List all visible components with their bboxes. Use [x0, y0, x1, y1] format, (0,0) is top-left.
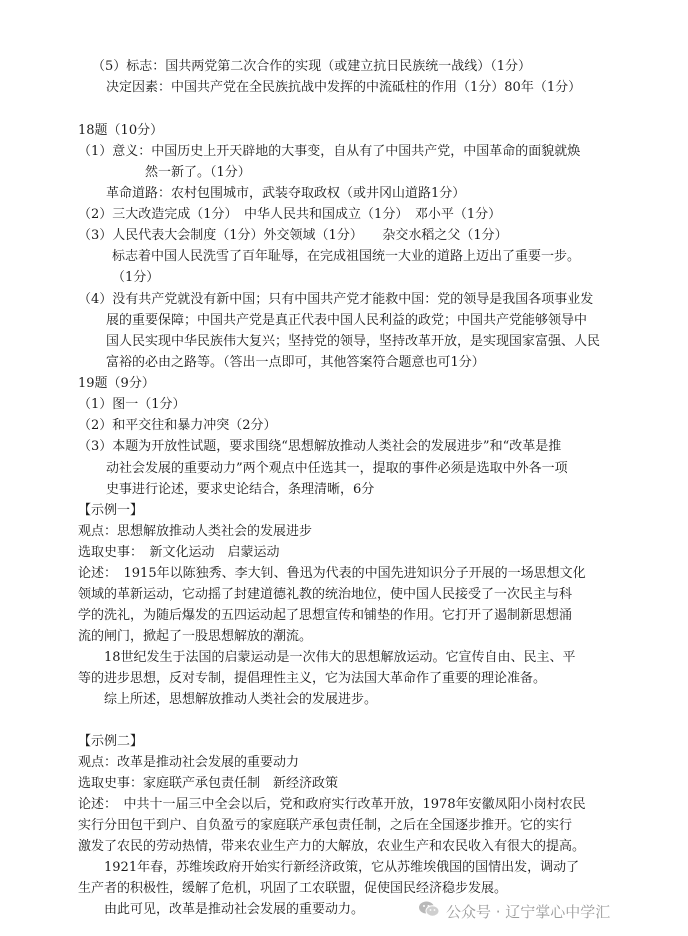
text-line: 标志着中国人民洗雪了百年耻辱，在完成祖国统一大业的道路上迈出了重要一步。 — [112, 249, 581, 264]
text-line: （2）三大改造完成（1分） 中华人民共和国成立（1分） 邓小平（1分） — [78, 207, 502, 222]
text-line: 实行分田包干到户、自负盈亏的家庭联产承包责任制，之后在全国逐步推开。它的实行 — [78, 818, 573, 833]
text-line: 论述： 中共十一届三中全会以后，党和政府实行改革开放，1978年安徽凤阳小岗村农民 — [78, 797, 586, 812]
example-heading: 【示例二】 — [78, 734, 144, 749]
text-line: 学的洗礼，为随后爆发的五四运动起了思想宣传和铺垫的作用。它打开了遏制新思想涌 — [78, 608, 573, 623]
text-line: 18世纪发生于法国的启蒙运动是一次伟大的思想解放运动。它宣传自由、民主、平 — [104, 650, 576, 665]
text-line: 选取史事：家庭联产承包责任制 新经济政策 — [78, 776, 339, 791]
section-heading: 18题（10分） — [78, 123, 164, 138]
text-line: 然一新了。（1分） — [145, 165, 251, 180]
text-line: 流的闸门，掀起了一股思想解放的潮流。 — [78, 629, 313, 644]
text-line: （1分） — [112, 270, 160, 285]
text-line: 史事进行论述，要求史论结合，条理清晰，6分 — [106, 482, 375, 497]
watermark-text: 公众号 · 辽宁掌心中学汇 — [446, 902, 611, 921]
text-line: （1）图一（1分） — [78, 397, 186, 412]
text-line: （2）和平交往和暴力冲突（2分） — [78, 418, 277, 433]
text-line: （1）意义：中国历史上开天辟地的大事变，自从有了中国共产党，中国革命的面貌就焕 — [78, 144, 581, 159]
text-line: 国人民实现中华民族伟大复兴；坚持党的领导，坚持改革开放，是实现国家富强、人民 — [106, 334, 601, 349]
text-line: 生产者的积极性，缓解了危机，巩固了工农联盟，促使国民经济稳步发展。 — [78, 881, 508, 896]
watermark — [418, 900, 610, 922]
text-line: 观点：思想解放推动人类社会的发展进步 — [78, 524, 313, 539]
text-line: （3）人民代表大会制度（1分）外交领域（1分） 杂交水稻之父（1分） — [78, 228, 508, 243]
text-line: 观点：改革是推动社会发展的重要动力 — [78, 755, 300, 770]
text-line: 由此可见，改革是推动社会发展的重要动力。 — [104, 902, 365, 917]
text-line: 等的进步思想，反对专制，提倡理性主义，它为法国大革命作了重要的理论准备。 — [78, 671, 547, 686]
text-line: （3）本题为开放性试题，要求围绕“思想解放推动人类社会的发展进步”和“改革是推 — [78, 439, 562, 454]
text-line: 激发了农民的劳动热情，带来农业生产力的大解放，农业生产和农民收入有很大的提高。 — [78, 839, 586, 854]
text-line: （5）标志：国共两党第二次合作的实现（或建立抗日民族统一战线）（1分） — [92, 59, 532, 74]
text-line: 论述： 1915年以陈独秀、李大钊、鲁迅为代表的中国先进知识分子开展的一场思想文化 — [78, 566, 586, 581]
text-line: 动社会发展的重要动力”两个观点中任选其一，提取的事件必须是选取中外各一项 — [106, 461, 568, 476]
example-heading: 【示例一】 — [78, 503, 144, 518]
text-line: 选取史事： 新文化运动 启蒙运动 — [78, 545, 280, 560]
text-line: （4）没有共产党就没有新中国；只有中国共产党才能救中国：党的领导是我国各项事业发 — [78, 292, 594, 307]
text-line: 领域的革新运动，它动摇了封建道德礼教的统治地位，使中国人民接受了一次民主与科 — [78, 587, 573, 602]
text-line: 展的重要保障；中国共产党是真正代表中国人民利益的政党；中国共产党能够领导中 — [106, 313, 588, 328]
wechat-icon — [418, 900, 446, 922]
text-line: 革命道路：农村包围城市，武装夺取政权（或井冈山道路1分） — [106, 186, 466, 201]
text-line: 决定因素：中国共产党在全民族抗战中发挥的中流砥柱的作用（1分）80年（1分） — [106, 80, 582, 95]
text-line: 1921年春，苏维埃政府开始实行新经济政策，它从苏维埃俄国的国情出发，调动了 — [104, 860, 580, 875]
section-heading: 19题（9分） — [78, 376, 155, 391]
text-line: 富裕的必由之路等。（答出一点即可，其他答案符合题意也可1分） — [106, 355, 485, 370]
text-line: 综上所述，思想解放推动人类社会的发展进步。 — [104, 692, 378, 707]
